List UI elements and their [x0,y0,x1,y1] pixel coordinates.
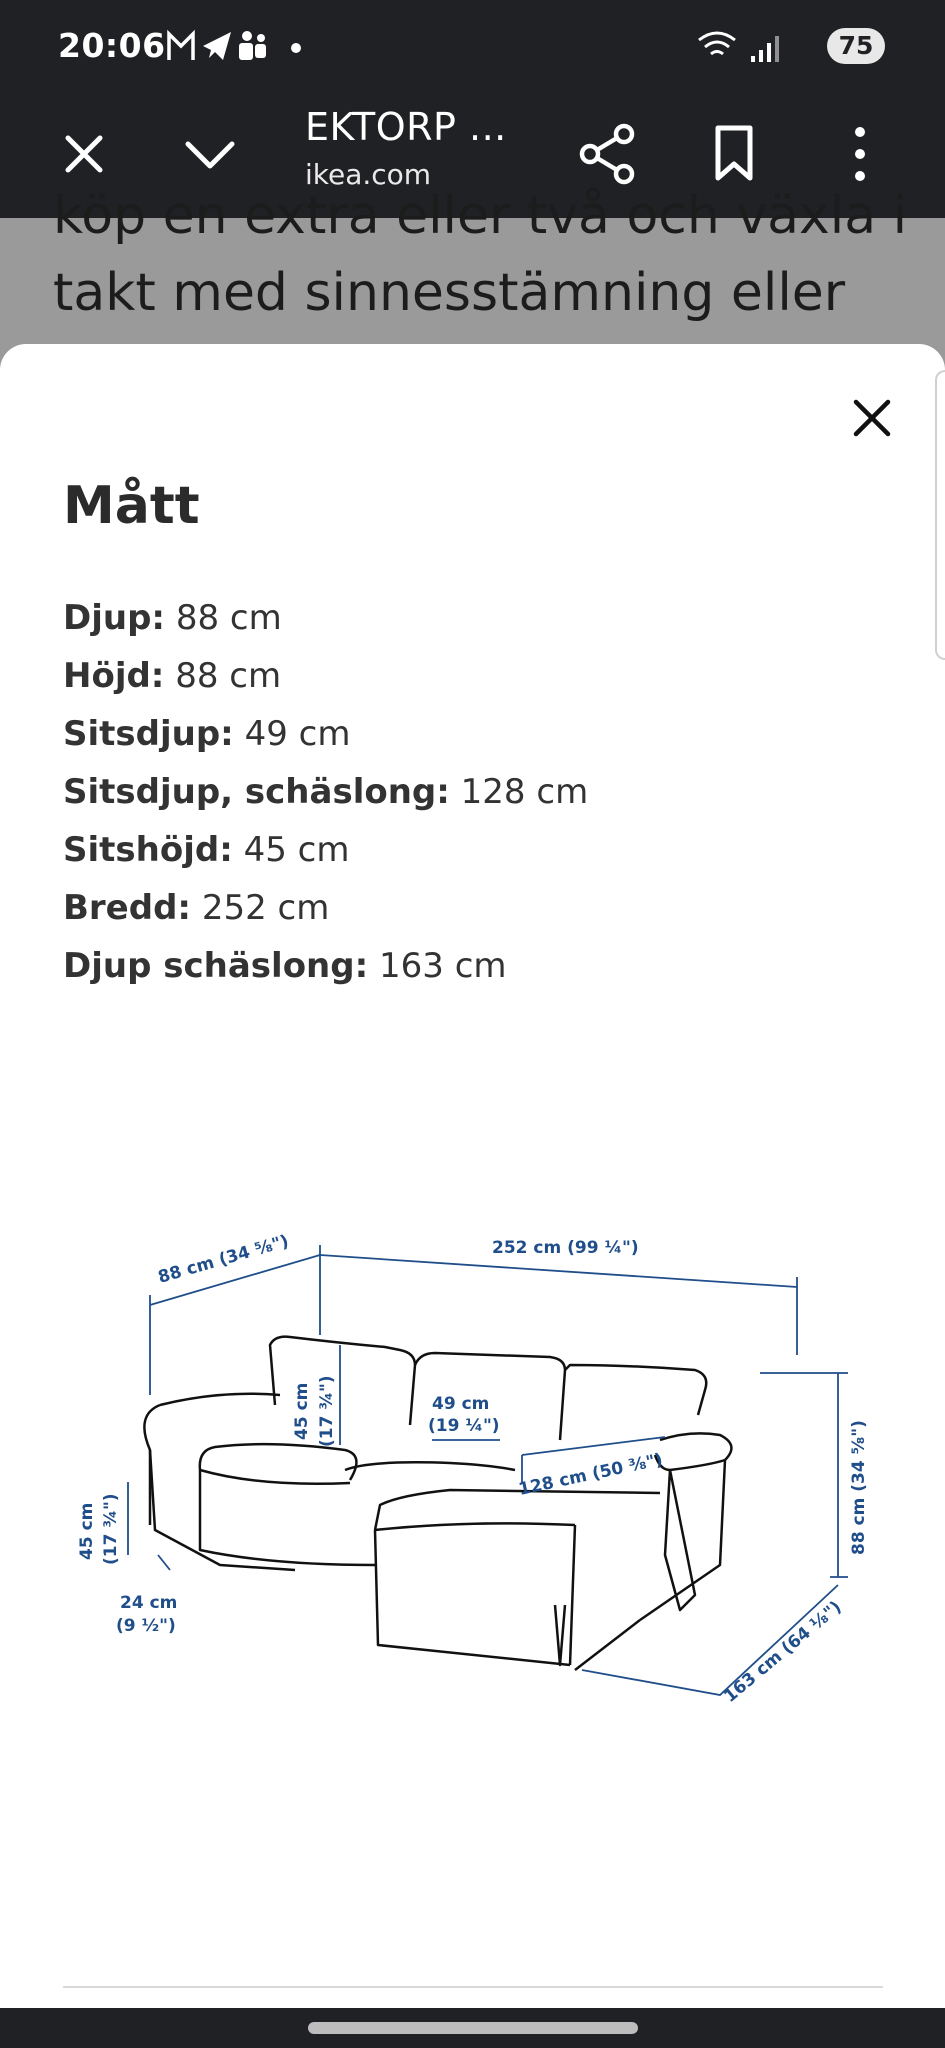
background-text-line: takt med sinnesstämning eller [53,263,846,323]
dim-label-width: 252 cm (99 ¼") [492,1238,639,1258]
dimension-label: Sitsdjup, schäslong: [63,772,450,812]
dimension-item [63,656,588,714]
dimension-item [63,946,588,1004]
scrollbar[interactable] [935,370,945,660]
page-title[interactable]: EKTORP ... [305,105,507,149]
bookmark-icon[interactable] [694,114,774,194]
dimension-value: 88 cm [175,598,282,638]
dim-label-leg: 24 cm [120,1593,178,1613]
dim-label-seat-height: 45 cm [77,1502,97,1560]
dim-label-leg-in: (9 ½") [116,1616,176,1636]
page-url[interactable]: ikea.com [305,158,432,191]
close-sheet-button[interactable] [846,392,898,444]
dot-icon [291,43,301,53]
background-text-line: köp en extra eller två och växla i [53,186,908,246]
gesture-handle[interactable] [308,2022,638,2034]
sofa-outline [144,1337,731,1670]
dim-label-back-height: 45 cm [292,1382,312,1440]
sofa-dimension-drawing [70,1225,880,1725]
dimension-value: 49 cm [244,714,351,754]
dim-label-seat-height-in: (17 ¾") [101,1493,121,1565]
divider [63,1986,883,1988]
dimension-item [63,598,588,656]
dimension-value: 88 cm [175,656,282,696]
dimension-item [63,888,588,946]
dim-label-depth: 88 cm (34 ⅝") [155,1231,292,1288]
dim-label-chaise-depth: 163 cm (64 ⅛") [720,1597,846,1707]
dimension-item [63,714,588,772]
dimension-value: 45 cm [243,830,350,870]
dim-label-chaise-seat-depth: 128 cm (50 ⅜") [516,1449,665,1500]
dimension-label: Bredd: [63,888,192,928]
gmail-icon [169,34,193,60]
dimension-label: Djup schäslong: [63,946,369,986]
battery-indicator: 75 [827,28,885,64]
telegram-icon [203,32,231,60]
dimension-value: 252 cm [201,888,330,928]
close-icon[interactable] [44,114,124,194]
dim-label-seat-depth-in: (19 ¼") [428,1416,500,1436]
connectivity-icons [695,24,815,66]
dimension-label: Sitsdjup: [63,714,234,754]
dimension-item [63,772,588,830]
dimensions-list [63,598,588,1004]
dimension-labels [77,1231,869,1706]
notification-icons [165,26,325,66]
share-icon[interactable] [568,114,648,194]
dimensions-sheet [0,344,945,2004]
wifi-icon [699,33,735,54]
dimension-value: 163 cm [379,946,507,986]
dimension-label: Djup: [63,598,166,638]
dim-label-height: 88 cm (34 ⅝") [849,1420,869,1555]
dimension-lines [128,1245,848,1695]
dim-label-seat-depth: 49 cm [432,1394,490,1414]
status-bar [0,0,945,90]
status-time: 20:06 [58,26,166,65]
more-vert-icon[interactable] [820,114,900,194]
dimension-value: 128 cm [460,772,589,812]
chevron-down-icon[interactable] [170,114,250,194]
dimension-label: Sitshöjd: [63,830,233,870]
signal-icon [751,36,779,62]
sheet-heading: Mått [63,476,200,536]
dim-label-back-height-in: (17 ¾") [317,1375,337,1447]
dimension-item [63,830,588,888]
teams-icon [239,31,266,60]
dimension-label: Höjd: [63,656,165,696]
